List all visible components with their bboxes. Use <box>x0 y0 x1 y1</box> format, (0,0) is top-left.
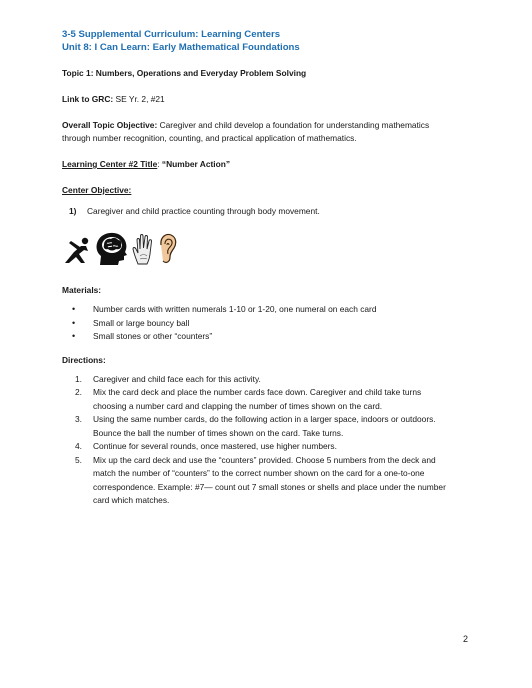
directions-item-line: Mix the card deck and place the number cards face down. Caregiver and child take turns <box>93 387 422 397</box>
directions-item-line: Bounce the ball the number of times shown on the card. Take turns. <box>93 427 344 438</box>
directions-item-number: 4. <box>75 441 82 451</box>
grc-label: Link to GRC: <box>62 94 114 104</box>
overall-objective-line-1: Caregiver and child develop a foundation for understanding mathematics <box>157 120 430 130</box>
page-number: 2 <box>463 634 469 644</box>
directions-item-number: 2. <box>75 387 82 397</box>
directions-item-line: match the number of “counters” to the correct number shown on the card for a one-to-one <box>93 468 425 478</box>
directions-item <box>62 386 482 413</box>
learning-center-title-label: Learning Center #2 Title <box>62 159 158 169</box>
directions-list <box>62 373 482 508</box>
directions-item-line: Continue for several rounds, once mastered, use higher numbers. <box>93 441 337 451</box>
learning-center-title <box>62 158 482 171</box>
person-stretching-icon <box>62 236 92 270</box>
directions-item-line: Using the same number cards, do the following action in a larger space, indoors or outdoors. <box>93 414 436 424</box>
overall-objective <box>62 119 482 132</box>
directions-item <box>62 373 482 387</box>
directions-item <box>62 440 482 454</box>
center-objective-label: Center Objective: <box>62 185 132 195</box>
grc-link <box>62 93 482 106</box>
center-objective-number: 1) <box>69 206 77 216</box>
overall-objective-line-2: through number recognition, counting, and practical application of mathematics. <box>62 133 357 143</box>
overall-objective-label: Overall Topic Objective: <box>62 120 158 130</box>
grc-value: SE Yr. 2, #21 <box>113 94 165 104</box>
directions-item <box>62 454 482 508</box>
header-line-2: Unit 8: I Can Learn: Early Mathematical Foundations <box>62 42 300 53</box>
directions-item-line: choosing a number card and clapping the number of times shown on the card. <box>93 400 383 411</box>
hand-icon <box>132 232 154 270</box>
topic-heading: Topic 1: Numbers, Operations and Everyday Problem Solving <box>62 68 307 78</box>
materials-item: • Number cards with written numerals 1-10 or 1-20, one numeral on each card <box>62 303 482 317</box>
directions-item-line: correspondence. Example: #7— count out 7 small stones or shells and place under the number <box>93 481 446 492</box>
learning-center-title-sep: : <box>157 159 162 169</box>
document-page <box>62 28 482 508</box>
directions-label: Directions: <box>62 354 106 365</box>
center-objective-text: Caregiver and child practice counting through body movement. <box>87 206 320 216</box>
ear-icon <box>156 232 178 270</box>
directions-item <box>62 413 482 440</box>
materials-list <box>62 303 482 344</box>
modality-icons <box>62 230 482 270</box>
materials-label: Materials: <box>62 285 102 295</box>
materials-item: • Small stones or other “counters” <box>62 330 482 344</box>
learning-center-title-value: “Number Action” <box>161 159 231 169</box>
directions-item-number: 5. <box>75 454 82 465</box>
directions-item-number: 3. <box>75 414 82 424</box>
center-objective-item <box>62 205 482 218</box>
directions-item-line: Mix up the card deck and use the “counters” provided. Choose 5 numbers from the deck and <box>93 454 436 465</box>
directions-item-line: Caregiver and child face each for this activity. <box>93 373 261 384</box>
header-line-1: 3-5 Supplemental Curriculum: Learning Centers <box>62 29 281 40</box>
head-with-brain-icon <box>94 232 130 270</box>
directions-item-number: 1. <box>75 373 82 384</box>
materials-item: • Small or large bouncy ball <box>62 317 482 331</box>
directions-item-line: card which matches. <box>93 495 170 505</box>
